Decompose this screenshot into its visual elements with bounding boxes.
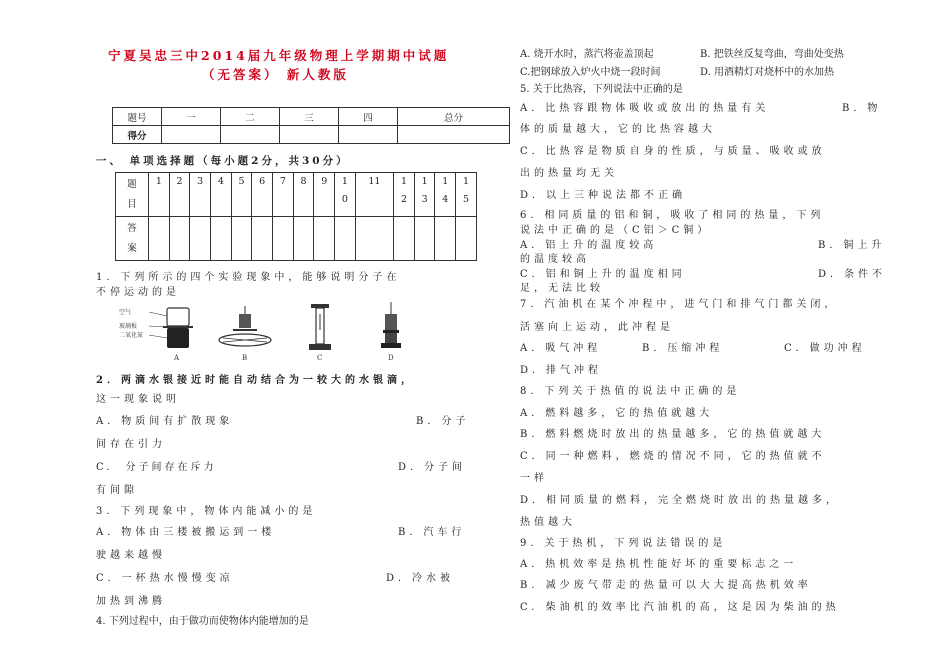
q3-option-d-cont: 加热到沸腾 bbox=[96, 596, 166, 607]
q9-option-c: C. 柴油机的效率比汽油机的高，这是因为柴油的热 bbox=[520, 602, 840, 613]
figure-a bbox=[149, 308, 193, 348]
q2-text-2: 这一现象说明 bbox=[96, 394, 180, 405]
q7-option-c: C．做功冲程 bbox=[784, 343, 866, 354]
figure-c bbox=[309, 304, 331, 350]
grid-number: 1 bbox=[149, 173, 170, 217]
answer-cell[interactable] bbox=[394, 217, 415, 261]
q9-option-a: A．热机效率是热机性能好坏的重要标志之一 bbox=[520, 559, 798, 570]
q6-option-c: C．铝和铜上升的温度相同 bbox=[520, 269, 686, 280]
q6-option-a: A．铝上升的温度较高 bbox=[520, 240, 658, 251]
grid-number: 9 bbox=[314, 173, 335, 217]
figure-b bbox=[219, 306, 271, 346]
q5-option-a: A．比热容跟物体吸收或放出的热量有关 bbox=[520, 103, 770, 114]
answer-cell[interactable] bbox=[273, 217, 294, 261]
q5-option-c-cont: 出的热量均无关 bbox=[520, 168, 618, 179]
q2-option-b-cont: 间存在引力 bbox=[96, 439, 166, 450]
page-subtitle: （无答案） 新人教版 bbox=[202, 67, 349, 82]
q5-text: 5. 关于比热容，下列说法中正确的是 bbox=[520, 84, 683, 95]
grid-number: 7 bbox=[273, 173, 294, 217]
q4-text: 4. 下列过程中，由于做功而使物体内能增加的是 bbox=[96, 616, 309, 627]
answer-cell[interactable] bbox=[335, 217, 356, 261]
q2-option-c: C. 分子间存在斥力 bbox=[96, 462, 217, 473]
q3-option-b-cont: 驶越来越慢 bbox=[96, 550, 166, 561]
label-b: B bbox=[242, 354, 248, 362]
q2-option-d: D．分子间 bbox=[398, 462, 467, 473]
answer-cell[interactable] bbox=[456, 217, 477, 261]
q3-option-a: A．物体由三楼被搬运到一楼 bbox=[96, 527, 276, 538]
grid-number: 2 bbox=[169, 173, 190, 217]
label-glass: 玻璃板 bbox=[119, 323, 138, 330]
q6-option-d-cont: 足，无法比较 bbox=[520, 283, 604, 294]
q5-option-c: C．比热容是物质自身的性质，与质量、吸收或放 bbox=[520, 146, 826, 157]
answer-cell[interactable] bbox=[190, 217, 211, 261]
grid-answer-label: 答 案 bbox=[116, 217, 149, 261]
answer-cell[interactable] bbox=[355, 217, 393, 261]
q7-option-a: A．吸气冲程 bbox=[520, 343, 602, 354]
q4-option-d: D. 用酒精灯对烧杯中的水加热 bbox=[700, 67, 835, 78]
q3-option-d: D．冷水被 bbox=[386, 573, 455, 584]
q4-option-c: C.把钢球放入炉火中烧一段时间 bbox=[520, 67, 661, 78]
q5-option-d: D．以上三种说法都不正确 bbox=[520, 190, 687, 201]
label-d: D bbox=[388, 354, 394, 362]
q6-text-2: 说法中正确的是（C铝＞C铜） bbox=[520, 225, 712, 236]
grid-number: 6 bbox=[252, 173, 273, 217]
answer-grid bbox=[115, 172, 477, 261]
grid-number: 11 bbox=[355, 173, 393, 217]
answer-cell[interactable] bbox=[149, 217, 170, 261]
q1-text-2: 不停运动的是 bbox=[96, 287, 180, 298]
q2-option-a: A．物质间有扩散现象 bbox=[96, 416, 234, 427]
q1-text: 1．下列所示的四个实验现象中，能够说明分子在 bbox=[96, 272, 401, 283]
answer-cell[interactable] bbox=[414, 217, 435, 261]
answer-cell[interactable] bbox=[314, 217, 335, 261]
section-heading: 一、 单项选择题（每小题2分，共30分） bbox=[96, 155, 350, 167]
grid-number: 1 2 bbox=[394, 173, 415, 217]
score-header: 一 bbox=[162, 108, 221, 126]
q6-text: 6．相同质量的铝和铜，吸收了相同的热量，下列 bbox=[520, 210, 825, 221]
score-cell[interactable] bbox=[221, 126, 280, 144]
q8-option-c: C．同一种燃料，燃烧的情况不同，它的热值就不 bbox=[520, 451, 826, 462]
q4-option-a: A. 烧开水时，蒸汽将壶盖顶起 bbox=[520, 49, 654, 60]
q2-option-b: B．分子 bbox=[416, 416, 470, 427]
q8-option-d-cont: 热值越大 bbox=[520, 517, 576, 528]
q9-text: 9．关于热机，下列说法错误的是 bbox=[520, 538, 727, 549]
score-header: 二 bbox=[221, 108, 280, 126]
grid-number: 8 bbox=[293, 173, 314, 217]
score-cell[interactable] bbox=[398, 126, 510, 144]
grid-number: 5 bbox=[231, 173, 252, 217]
grid-number: 1 5 bbox=[456, 173, 477, 217]
q8-option-a: A．燃料越多，它的热值就越大 bbox=[520, 408, 714, 419]
q8-option-d: D．相同质量的燃料，完全燃烧时放出的热量越多， bbox=[520, 495, 841, 506]
q8-text: 8．下列关于热值的说法中正确的是 bbox=[520, 386, 741, 397]
q9-option-b: B. 减少废气带走的热量可以大大提高热机效率 bbox=[520, 580, 812, 591]
q7-option-b: B．压缩冲程 bbox=[642, 343, 724, 354]
q3-text: 3．下列现象中，物体内能减小的是 bbox=[96, 506, 317, 517]
q7-text: 7．汽油机在某个冲程中，进气门和排气门都关闭， bbox=[520, 299, 839, 310]
answer-cell[interactable] bbox=[231, 217, 252, 261]
score-header: 题号 bbox=[113, 108, 162, 126]
experiment-figure bbox=[115, 300, 415, 362]
q6-option-b: B．铜上升 bbox=[818, 240, 886, 251]
grid-number: 1 3 bbox=[414, 173, 435, 217]
score-cell[interactable] bbox=[162, 126, 221, 144]
q2-text: 2．两滴水银接近时能自动结合为一较大的水银滴， bbox=[96, 375, 415, 386]
score-header: 三 bbox=[280, 108, 339, 126]
q4-option-b: B. 把铁丝反复弯曲，弯曲处变热 bbox=[700, 49, 844, 60]
grid-number: 4 bbox=[211, 173, 232, 217]
q3-option-b: B．汽车行 bbox=[398, 527, 466, 538]
page-title: 宁夏吴忠三中2014届九年级物理上学期期中试题 bbox=[108, 48, 450, 63]
score-row-label: 得分 bbox=[113, 126, 162, 144]
q7-option-d: D．排气冲程 bbox=[520, 365, 603, 376]
grid-number: 1 0 bbox=[335, 173, 356, 217]
score-cell[interactable] bbox=[339, 126, 398, 144]
q5-option-b: B．物 bbox=[842, 103, 882, 114]
q7-text-2: 活塞向上运动，此冲程是 bbox=[520, 322, 674, 333]
q8-option-c-cont: 一样 bbox=[520, 473, 548, 484]
q5-option-b-cont: 体的质量越大，它的比热容越大 bbox=[520, 124, 716, 135]
q2-option-d-cont: 有间隙 bbox=[96, 485, 138, 496]
score-table bbox=[112, 107, 510, 144]
grid-number: 3 bbox=[190, 173, 211, 217]
label-a: A bbox=[174, 354, 180, 362]
score-header: 四 bbox=[339, 108, 398, 126]
grid-row-label: 题 目 bbox=[116, 173, 149, 217]
score-cell[interactable] bbox=[280, 126, 339, 144]
answer-cell[interactable] bbox=[169, 217, 190, 261]
q6-option-d: D．条件不 bbox=[818, 269, 887, 280]
q8-option-b: B．燃料燃烧时放出的热量越多，它的热值就越大 bbox=[520, 429, 826, 440]
score-header: 总分 bbox=[398, 108, 510, 126]
q6-option-b-cont: 的温度较高 bbox=[520, 254, 590, 265]
q3-option-c: C．一杯热水慢慢变凉 bbox=[96, 573, 234, 584]
label-c: C bbox=[317, 354, 323, 362]
answer-cell[interactable] bbox=[211, 217, 232, 261]
answer-cell[interactable] bbox=[435, 217, 456, 261]
answer-cell[interactable] bbox=[252, 217, 273, 261]
label-air: 空气 bbox=[119, 309, 132, 316]
answer-cell[interactable] bbox=[293, 217, 314, 261]
figure-d bbox=[381, 302, 401, 348]
grid-number: 1 4 bbox=[435, 173, 456, 217]
label-no2: 二氧化氮 bbox=[119, 332, 144, 339]
